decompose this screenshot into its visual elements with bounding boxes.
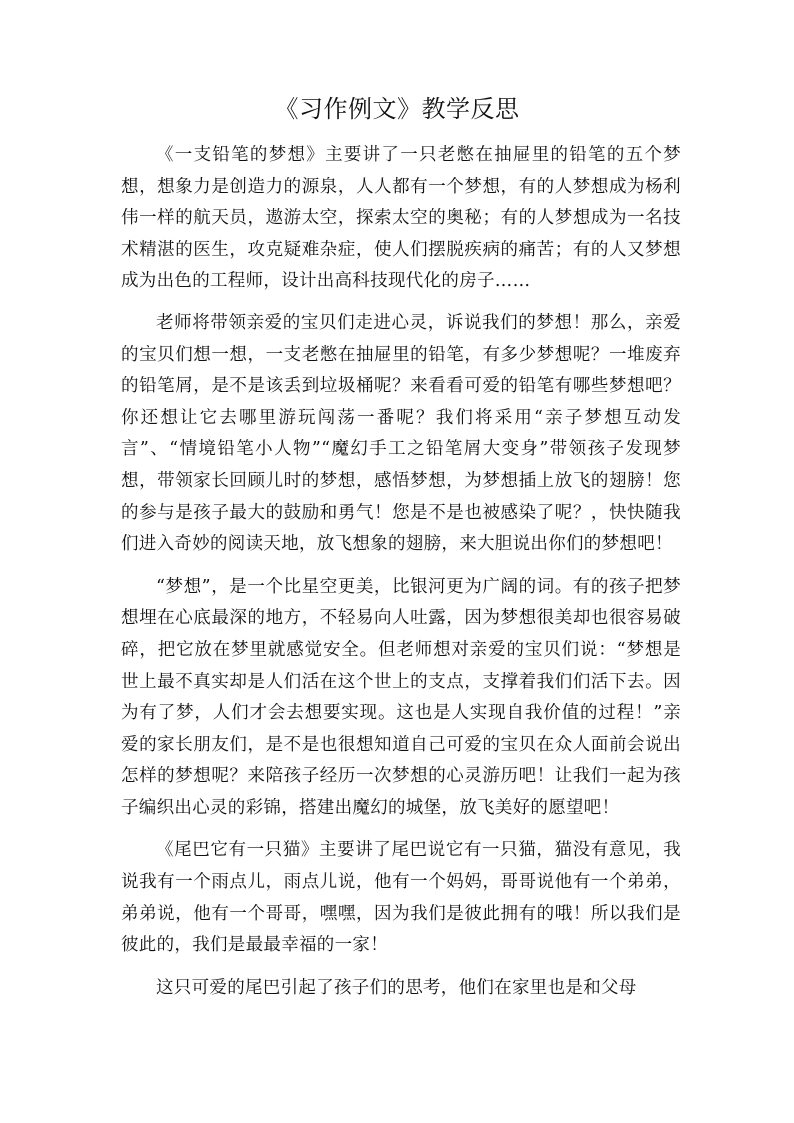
document-body	[121, 140, 681, 1004]
paragraph-pencil-dream-summary: 《一支铅笔的梦想》主要讲了一只老憋在抽屉里的铅笔的五个梦想，想象力是创造力的源泉，人人都有一个梦想，有的人梦想成为杨利伟一样的航天员，遨游太空，探索太空的奥秘；有的人梦想成为一名技术精湛的医生，攻克疑难杂症，使人们摆脱疾病的痛苦；有的人又梦想成为出色的工程师，设计出高科技现代化的房子……	[121, 145, 681, 292]
paragraph-tail-has-cat-summary: 《尾巴它有一只猫》主要讲了尾巴说它有一只猫，猫没有意见，我说我有一个雨点儿，雨点儿说，他有一个妈妈，哥哥说他有一个弟弟，弟弟说，他有一个哥哥，嘿嘿，因为我们是彼此拥有的哦！所以我们是彼此的，我们是最最幸福的一家！	[121, 840, 681, 956]
paragraph-teacher-invitation: 老师将带领亲爱的宝贝们走进心灵，诉说我们的梦想！那么，亲爱的宝贝们想一想，一支老憋在抽屉里的铅笔，有多少梦想呢？一堆废弃的铅笔屑，是不是该丢到垃圾桶呢？来看看可爱的铅笔有哪些梦想吧？你还想让它去哪里游玩闯荡一番呢？我们将采用“亲子梦想互动发言”、“情境铅笔小人物”“魔幻手工之铅笔屑大变身”带领孩子发现梦想，带领家长回顾儿时的梦想，感悟梦想，为梦想插上放飞的翅膀！您的参与是孩子最大的鼓励和勇气！您是不是也被感染了呢？，快快随我们进入奇妙的阅读天地，放飞想象的翅膀，来大胆说出你们的梦想吧！	[121, 312, 681, 555]
paragraph-dream-meaning: “梦想”，是一个比星空更美，比银河更为广阔的词。有的孩子把梦想埋在心底最深的地方，不轻易向人吐露，因为梦想很美却也很容易破碎，把它放在梦里就感觉安全。但老师想对亲爱的宝贝们说：“梦想是世上最不真实却是人们活在这个世上的支点，支撑着我们们活下去。因为有了梦，人们才会去想要实现。这也是人实现自我价值的过程！”亲爱的家长朋友们，是不是也很想知道自己可爱的宝贝在众人面前会说出怎样的梦想呢？来陪孩子经历一次梦想的心灵游历吧！让我们一起为孩子编织出心灵的彩锦，搭建出魔幻的城堡，放飞美好的愿望吧！	[121, 576, 681, 818]
document-title: 《习作例文》教学反思	[274, 95, 520, 123]
paragraph-children-thinking: 这只可爱的尾巴引起了孩子们的思考，他们在家里也是和父母	[156, 977, 637, 998]
